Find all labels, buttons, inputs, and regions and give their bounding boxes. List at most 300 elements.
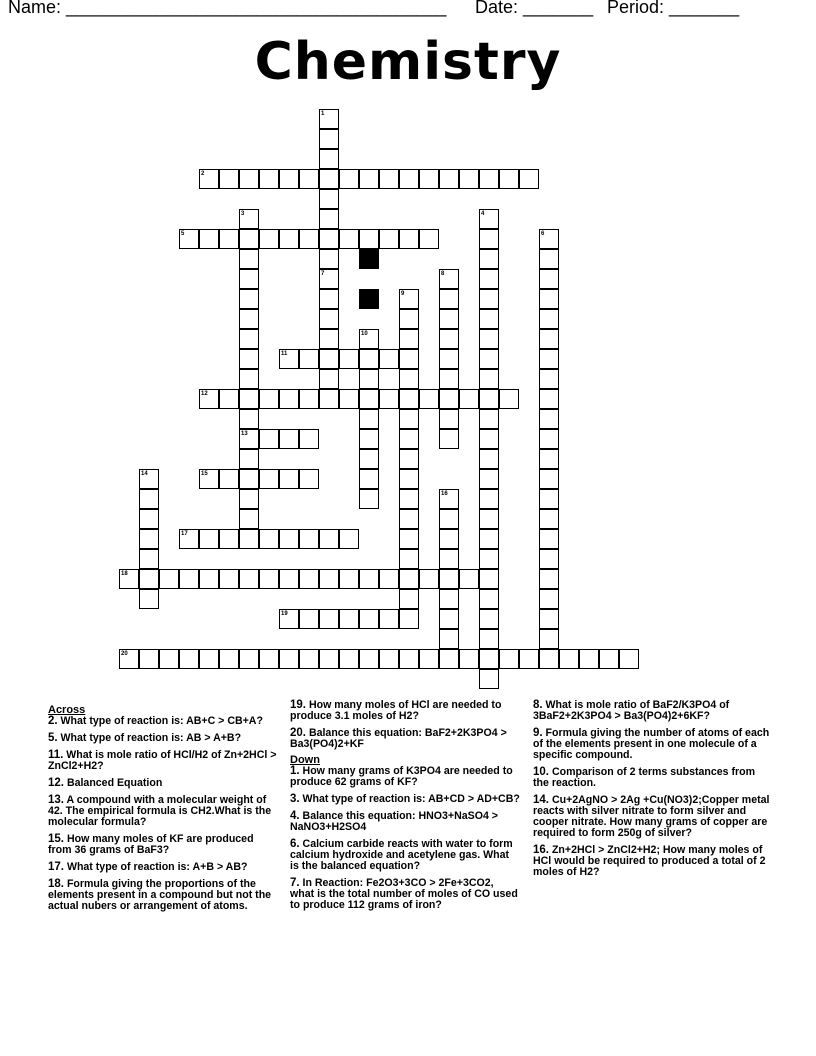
crossword-cell[interactable] [159, 649, 179, 669]
crossword-cell[interactable] [359, 229, 379, 249]
clue-number-label: 12 [201, 391, 208, 397]
clue-text: What type of reaction is: A+B > AB? [64, 861, 248, 873]
crossword-cell[interactable] [439, 569, 459, 589]
crossword-cell[interactable] [319, 569, 339, 589]
clue-item [290, 811, 520, 833]
crossword-cell[interactable] [299, 389, 319, 409]
crossword-cell[interactable] [239, 489, 259, 509]
crossword-cell[interactable] [279, 469, 299, 489]
crossword-cell[interactable] [479, 369, 499, 389]
clue-text: How many moles of HCl are needed to produce 3.1 moles of H2? [290, 699, 502, 722]
clue-number-label: 13 [241, 431, 248, 437]
crossword-cell[interactable] [539, 449, 559, 469]
crossword-cell[interactable] [479, 349, 499, 369]
crossword-cell[interactable] [539, 589, 559, 609]
clue-number-label: 1 [321, 111, 325, 117]
clue-number-label: 14 [141, 471, 148, 477]
crossword-cell[interactable] [539, 489, 559, 509]
crossword-cell[interactable] [319, 529, 339, 549]
crossword-cell[interactable] [399, 449, 419, 469]
clue-number: 10. [533, 766, 549, 778]
clue-number: 19. [290, 699, 306, 711]
crossword-cell[interactable] [259, 429, 279, 449]
crossword-cell[interactable] [539, 549, 559, 569]
crossword-cell[interactable] [399, 169, 419, 189]
crossword-cell[interactable] [359, 389, 379, 409]
crossword-cell[interactable] [399, 569, 419, 589]
crossword-cell[interactable] [399, 529, 419, 549]
crossword-cell[interactable] [359, 649, 379, 669]
crossword-cell[interactable] [399, 409, 419, 429]
crossword-cell[interactable] [319, 389, 339, 409]
crossword-cell[interactable] [239, 649, 259, 669]
crossword-cell[interactable] [259, 529, 279, 549]
crossword-cell[interactable] [239, 469, 259, 489]
crossword-cell[interactable] [319, 209, 339, 229]
clue-number-label: 15 [201, 471, 208, 477]
clues-column-1 [48, 700, 280, 918]
crossword-cell[interactable] [479, 609, 499, 629]
crossword-cell[interactable] [539, 289, 559, 309]
crossword-cell[interactable] [279, 229, 299, 249]
crossword-cell[interactable] [479, 649, 499, 669]
crossword-cell[interactable] [239, 249, 259, 269]
crossword-cell[interactable] [439, 629, 459, 649]
clue-number: 8. [533, 699, 543, 711]
crossword-cell[interactable] [419, 389, 439, 409]
crossword-cell[interactable] [479, 289, 499, 309]
crossword-cell[interactable] [239, 389, 259, 409]
crossword-cell[interactable] [359, 349, 379, 369]
clue-number-label: 4 [481, 211, 485, 217]
crossword-cell[interactable] [439, 349, 459, 369]
clue-number-label: 6 [541, 231, 545, 237]
clue-text: In Reaction: Fe2O3+3CO > 2Fe+3CO2, what is the total number of moles of CO used to produce 112 grams of iron? [290, 877, 518, 911]
crossword-cell[interactable] [359, 429, 379, 449]
crossword-cell[interactable] [519, 649, 539, 669]
crossword-cell[interactable] [139, 649, 159, 669]
crossword-cell[interactable] [139, 549, 159, 569]
crossword-cell[interactable] [499, 389, 519, 409]
crossword-cell[interactable] [539, 349, 559, 369]
crossword-cell[interactable] [539, 649, 559, 669]
crossword-cell[interactable] [419, 569, 439, 589]
crossword-cell[interactable] [219, 169, 239, 189]
crossword-cell[interactable] [319, 329, 339, 349]
crossword-cell[interactable] [479, 169, 499, 189]
crossword-cell[interactable] [439, 409, 459, 429]
clue-item [533, 700, 773, 722]
clue-item [290, 728, 520, 750]
clue-text: Comparison of 2 terms substances from the reaction. [533, 766, 756, 789]
crossword-cell[interactable] [439, 529, 459, 549]
clue-text: What type of reaction is: AB+CD > AD+CB? [299, 793, 520, 805]
clue-number: 3. [290, 793, 300, 805]
crossword-cell[interactable] [199, 229, 219, 249]
crossword-cell[interactable] [319, 149, 339, 169]
crossword-cell[interactable] [139, 489, 159, 509]
crossword-cell[interactable] [539, 429, 559, 449]
crossword-cell[interactable] [239, 349, 259, 369]
crossword-cell[interactable] [619, 649, 639, 669]
crossword-cell[interactable] [239, 449, 259, 469]
crossword-cell[interactable] [299, 349, 319, 369]
crossword-cell[interactable] [479, 549, 499, 569]
clue-item [290, 794, 520, 805]
crossword-cell[interactable] [239, 329, 259, 349]
crossword-cell[interactable] [439, 429, 459, 449]
clue-item [48, 733, 280, 744]
crossword-cell[interactable] [579, 649, 599, 669]
clue-text: Balanced Equation [64, 777, 163, 789]
crossword-cell[interactable] [139, 589, 159, 609]
crossword-cell[interactable] [539, 269, 559, 289]
clue-number: 16. [533, 844, 549, 856]
crossword-cell[interactable] [379, 229, 399, 249]
clue-number: 11. [48, 749, 64, 761]
clue-number: 18. [48, 878, 64, 890]
period-field-label: Period: _______ [607, 0, 740, 17]
crossword-cell[interactable] [399, 549, 419, 569]
clue-number: 7. [290, 877, 300, 889]
clue-item [48, 862, 280, 873]
crossword-cell[interactable] [479, 629, 499, 649]
crossword-cell[interactable] [179, 649, 199, 669]
crossword-cell[interactable] [219, 469, 239, 489]
crossword-cell[interactable] [319, 169, 339, 189]
clue-item [48, 778, 280, 789]
clue-number-label: 18 [121, 571, 128, 577]
crossword-cell[interactable] [399, 309, 419, 329]
crossword-cell[interactable] [439, 509, 459, 529]
crossword-cell[interactable] [439, 389, 459, 409]
crossword-cell[interactable] [319, 349, 339, 369]
crossword-cell[interactable] [239, 369, 259, 389]
crossword-cell[interactable] [419, 169, 439, 189]
clue-number: 20. [290, 727, 306, 739]
clues-column-3 [533, 700, 773, 884]
crossword-cell[interactable] [239, 229, 259, 249]
crossword-cell[interactable] [459, 169, 479, 189]
crossword-cell[interactable] [439, 549, 459, 569]
clues-column-2 [290, 700, 520, 917]
clue-text: What is mole ratio of BaF2/K3PO4 of 3BaF2+2K3PO4 > Ba3(PO4)2+6KF? [533, 699, 730, 722]
crossword-cell[interactable] [319, 369, 339, 389]
crossword-cell[interactable] [359, 609, 379, 629]
crossword-cell[interactable] [479, 669, 499, 689]
clue-text: Zn+2HCl > ZnCl2+H2; How many moles of HCl would be required to produced a total of 2 moles of H2? [533, 844, 766, 878]
crossword-cell[interactable] [399, 429, 419, 449]
crossword-cell[interactable] [299, 649, 319, 669]
crossword-cell[interactable] [279, 429, 299, 449]
clue-text: How many moles of KF are produced from 36 grams of BaF3? [48, 833, 254, 856]
clue-number: 4. [290, 810, 300, 822]
clue-number: 1. [290, 765, 300, 777]
clue-item [290, 766, 520, 788]
crossword-cell[interactable] [319, 309, 339, 329]
crossword-cell[interactable] [479, 449, 499, 469]
crossword-cell[interactable] [539, 389, 559, 409]
crossword-cell[interactable] [359, 369, 379, 389]
clue-number-label: 17 [181, 531, 188, 537]
clue-item [48, 879, 280, 912]
crossword-cell[interactable] [479, 529, 499, 549]
clue-number-label: 10 [361, 331, 368, 337]
crossword-cell[interactable] [379, 569, 399, 589]
clue-number-label: 20 [121, 651, 128, 657]
clue-text: Formula giving the proportions of the elements present in a compound but not the actual nubers or arrangement of atoms. [48, 878, 272, 912]
crossword-cell[interactable] [359, 449, 379, 469]
crossword-cell[interactable] [319, 189, 339, 209]
across-heading: Across [48, 704, 86, 716]
crossword-cell[interactable] [339, 169, 359, 189]
clue-item [48, 750, 280, 772]
crossword-cell[interactable] [339, 349, 359, 369]
crossword-cell[interactable] [399, 509, 419, 529]
crossword-cell[interactable] [139, 509, 159, 529]
clue-text: A compound with a molecular weight of 42. The empirical formula is CH2.What is the molecular formula? [48, 794, 272, 828]
crossword-cell[interactable] [479, 489, 499, 509]
crossword-cell[interactable] [539, 629, 559, 649]
crossword-cell[interactable] [539, 569, 559, 589]
crossword-cell[interactable] [299, 429, 319, 449]
crossword-cell[interactable] [539, 529, 559, 549]
crossword-cell[interactable] [479, 269, 499, 289]
crossword-cell[interactable] [399, 389, 419, 409]
crossword-cell[interactable] [539, 409, 559, 429]
clue-number-label: 16 [441, 491, 448, 497]
clue-item [533, 845, 773, 878]
crossword-cell[interactable] [339, 609, 359, 629]
crossword-cell[interactable] [219, 229, 239, 249]
clue-item [533, 767, 773, 789]
crossword-cell[interactable] [539, 609, 559, 629]
crossword-cell[interactable] [439, 169, 459, 189]
crossword-cell[interactable] [379, 649, 399, 669]
crossword-cell[interactable] [239, 309, 259, 329]
crossword-cell[interactable] [419, 649, 439, 669]
crossword-cell[interactable] [539, 249, 559, 269]
crossword-cell[interactable] [359, 469, 379, 489]
clue-number-label: 9 [401, 291, 405, 297]
clue-item [290, 878, 520, 911]
crossword-cell[interactable] [439, 289, 459, 309]
crossword-cell[interactable] [539, 329, 559, 349]
crossword-cell[interactable] [279, 569, 299, 589]
clue-number-label: 2 [201, 171, 205, 177]
clue-number: 15. [48, 833, 64, 845]
clue-text: What type of reaction is: AB+C > CB+A? [57, 715, 263, 727]
clue-number: 6. [290, 838, 300, 850]
crossword-cell[interactable] [359, 489, 379, 509]
crossword-cell[interactable] [479, 309, 499, 329]
crossword-cell[interactable] [299, 469, 319, 489]
crossword-cell[interactable] [139, 529, 159, 549]
clue-number-label: 7 [321, 271, 325, 277]
crossword-cell[interactable] [479, 389, 499, 409]
crossword-cell[interactable] [419, 229, 439, 249]
crossword-cell[interactable] [339, 389, 359, 409]
crossword-cell[interactable] [439, 309, 459, 329]
clue-number: 13. [48, 794, 64, 806]
crossword-cell[interactable] [519, 169, 539, 189]
crossword-cell[interactable] [479, 509, 499, 529]
crossword-cell[interactable] [219, 569, 239, 589]
page-title: Chemistry [254, 32, 562, 92]
crossword-cell[interactable] [599, 649, 619, 669]
crossword-cell[interactable] [479, 409, 499, 429]
crossword-cell[interactable] [299, 529, 319, 549]
date-field-label: Date: _______ [475, 0, 594, 17]
clue-item [290, 700, 520, 722]
crossword-cell[interactable] [219, 529, 239, 549]
crossword-cell[interactable] [539, 369, 559, 389]
clue-text: What is mole ratio of HCl/H2 of Zn+2HCl > ZnCl2+H2? [48, 749, 277, 772]
crossword-cell[interactable] [399, 649, 419, 669]
crossword-cell[interactable] [479, 469, 499, 489]
crossword-cell[interactable] [259, 569, 279, 589]
crossword-cell[interactable] [459, 649, 479, 669]
crossword-cell[interactable] [399, 349, 419, 369]
clue-text: How many grams of K3PO4 are needed to produce 62 grams of KF? [290, 765, 513, 788]
clue-number: 12. [48, 777, 64, 789]
name-field-label: Name: ______________________________________ [8, 0, 447, 17]
crossword-cell[interactable] [319, 289, 339, 309]
crossword-cell[interactable] [479, 569, 499, 589]
crossword-cell[interactable] [279, 529, 299, 549]
crossword-cell[interactable] [479, 229, 499, 249]
crossword-cell[interactable] [259, 229, 279, 249]
crossword-cell[interactable] [239, 269, 259, 289]
crossword-cell[interactable] [339, 229, 359, 249]
crossword-cell[interactable] [319, 129, 339, 149]
crossword-cell[interactable] [399, 469, 419, 489]
clue-number: 5. [48, 732, 58, 744]
crossword-cell[interactable] [219, 389, 239, 409]
clue-item [48, 834, 280, 856]
clue-text: Balance this equation: HNO3+NaSO4 > NaNO3+H2SO4 [290, 810, 498, 833]
crossword-cell[interactable] [459, 569, 479, 589]
crossword-black-cell [359, 249, 379, 269]
crossword-cell[interactable] [399, 369, 419, 389]
crossword-cell[interactable] [379, 349, 399, 369]
clue-item [290, 839, 520, 872]
crossword-cell[interactable] [359, 569, 379, 589]
crossword-cell[interactable] [279, 169, 299, 189]
crossword-cell[interactable] [399, 229, 419, 249]
down-heading: Down [290, 754, 320, 766]
crossword-cell[interactable] [439, 589, 459, 609]
crossword-cell[interactable] [399, 589, 419, 609]
crossword-cell[interactable] [259, 389, 279, 409]
crossword-cell[interactable] [159, 569, 179, 589]
crossword-cell[interactable] [379, 609, 399, 629]
clue-number: 17. [48, 861, 64, 873]
clue-item [533, 728, 773, 761]
crossword-cell[interactable] [319, 649, 339, 669]
clue-number: 9. [533, 727, 543, 739]
crossword-cell[interactable] [259, 469, 279, 489]
crossword-cell[interactable] [299, 609, 319, 629]
clue-number-label: 11 [281, 351, 288, 357]
crossword-cell[interactable] [179, 569, 199, 589]
clue-number-label: 19 [281, 611, 288, 617]
clue-text: Cu+2AgNO > 2Ag +Cu(NO3)2;Copper metal reacts with silver nitrate to form silver and cooper nitrate. How many grams of copper are required to form 250g of silver? [533, 794, 770, 839]
crossword-cell[interactable] [499, 169, 519, 189]
crossword-cell[interactable] [339, 649, 359, 669]
crossword-cell[interactable] [299, 229, 319, 249]
clue-item [48, 716, 280, 727]
crossword-cell[interactable] [439, 329, 459, 349]
crossword-cell[interactable] [539, 469, 559, 489]
crossword-cell[interactable] [479, 589, 499, 609]
crossword-cell[interactable] [319, 609, 339, 629]
crossword-cell[interactable] [399, 329, 419, 349]
crossword-cell[interactable] [379, 389, 399, 409]
clue-text: Formula giving the number of atoms of each of the elements present in one molecule of a specific compound. [533, 727, 770, 761]
crossword-cell[interactable] [499, 649, 519, 669]
crossword-cell[interactable] [439, 649, 459, 669]
crossword-cell[interactable] [259, 649, 279, 669]
crossword-cell[interactable] [439, 609, 459, 629]
clue-number-label: 5 [181, 231, 185, 237]
crossword-cell[interactable] [239, 509, 259, 529]
crossword-cell[interactable] [239, 529, 259, 549]
crossword-cell[interactable] [199, 649, 219, 669]
crossword-cell[interactable] [359, 169, 379, 189]
crossword-cell[interactable] [559, 649, 579, 669]
crossword-cell[interactable] [399, 609, 419, 629]
crossword-cell[interactable] [239, 409, 259, 429]
crossword-cell[interactable] [339, 569, 359, 589]
clue-item [533, 795, 773, 839]
crossword-cell[interactable] [539, 309, 559, 329]
crossword-cell[interactable] [479, 429, 499, 449]
crossword-cell[interactable] [539, 509, 559, 529]
crossword-cell[interactable] [379, 169, 399, 189]
crossword-cell[interactable] [359, 409, 379, 429]
crossword-cell[interactable] [259, 169, 279, 189]
clue-text: What type of reaction is: AB > A+B? [57, 732, 242, 744]
crossword-cell[interactable] [279, 649, 299, 669]
crossword-cell[interactable] [339, 529, 359, 549]
crossword-cell[interactable] [199, 569, 219, 589]
clue-number: 2. [48, 715, 58, 727]
crossword-cell[interactable] [299, 569, 319, 589]
crossword-cell[interactable] [459, 389, 479, 409]
crossword-cell[interactable] [399, 489, 419, 509]
crossword-cell[interactable] [319, 249, 339, 269]
crossword-cell[interactable] [139, 569, 159, 589]
crossword-cell[interactable] [279, 389, 299, 409]
crossword-cell[interactable] [199, 529, 219, 549]
clue-number-label: 3 [241, 211, 245, 217]
crossword-cell[interactable] [319, 229, 339, 249]
clue-text: Calcium carbide reacts with water to form calcium hydroxide and acetylene gas. What is the balanced equation? [290, 838, 513, 872]
crossword-cell[interactable] [479, 249, 499, 269]
crossword-cell[interactable] [239, 169, 259, 189]
crossword-cell[interactable] [479, 329, 499, 349]
clue-number: 14. [533, 794, 549, 806]
clue-item [48, 795, 280, 828]
crossword-cell[interactable] [239, 569, 259, 589]
crossword-cell[interactable] [439, 369, 459, 389]
crossword-cell[interactable] [239, 289, 259, 309]
crossword-black-cell [359, 289, 379, 309]
crossword-cell[interactable] [299, 169, 319, 189]
clue-text: Balance this equation: BaF2+2K3PO4 > Ba3(PO4)2+KF [290, 727, 507, 750]
crossword-cell[interactable] [219, 649, 239, 669]
